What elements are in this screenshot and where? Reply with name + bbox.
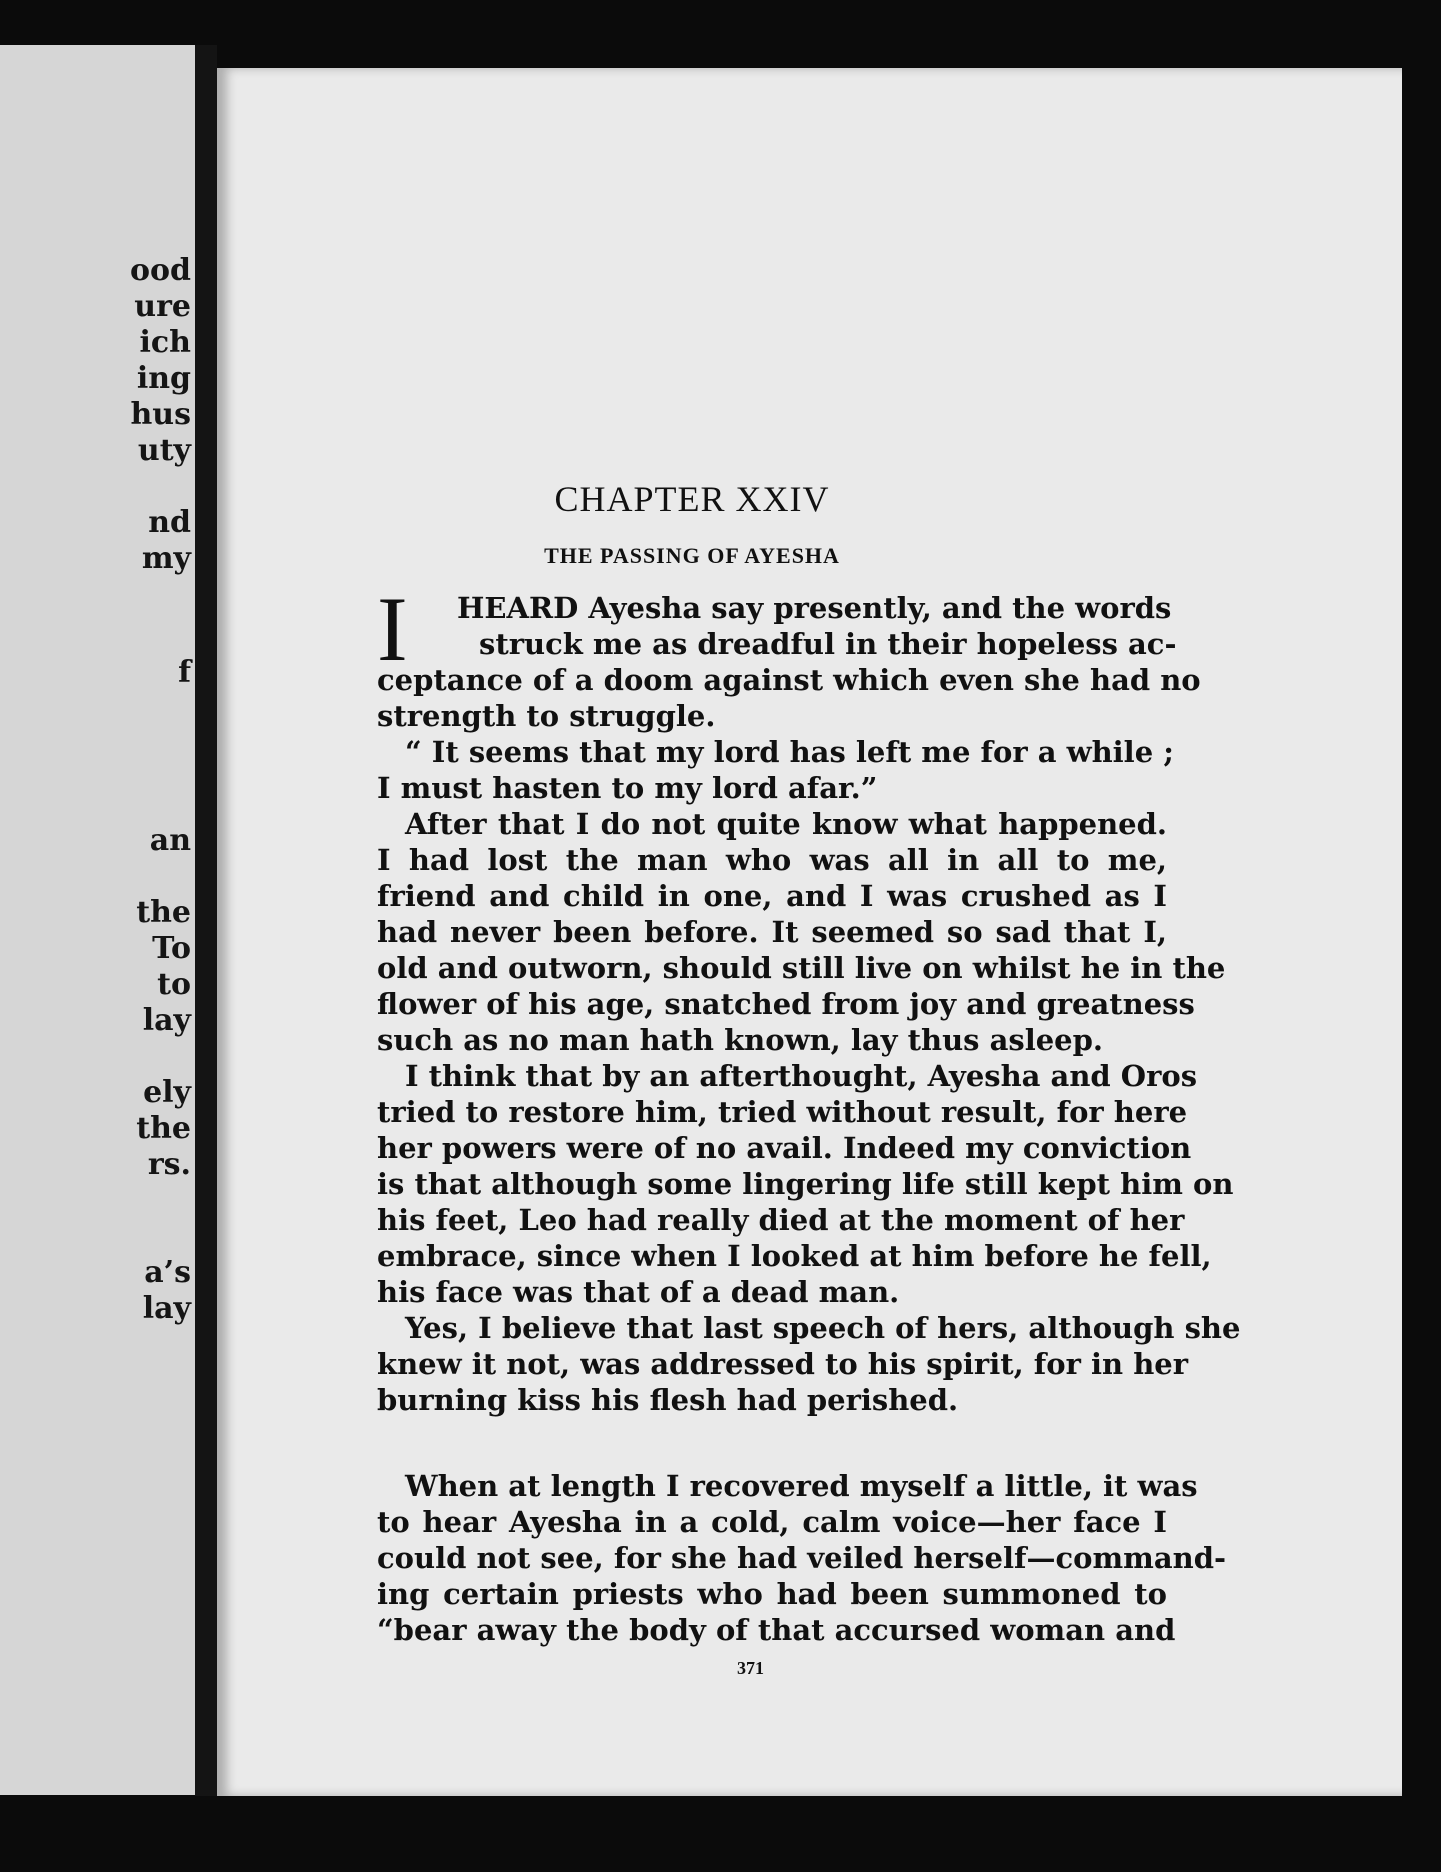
text-line: “bear away the body of that accursed woman and xyxy=(377,1613,1176,1647)
left-page-line: ure xyxy=(134,289,191,324)
text-line: “ It seems that my lord has left me for a while ; xyxy=(405,735,1174,769)
left-page-line: nd xyxy=(148,505,191,540)
text-line: tried to restore him, tried without result, for here xyxy=(377,1095,1188,1129)
scan-border xyxy=(0,1796,1441,1872)
text-line: such as no man hath known, lay thus asleep. xyxy=(377,1023,1104,1057)
text-line: I must hasten to my lord afar.” xyxy=(377,771,878,805)
book-gutter xyxy=(195,45,217,1825)
right-page xyxy=(217,68,1402,1796)
left-page-line: an xyxy=(149,823,191,858)
text-line: When at length I recovered myself a little, it was xyxy=(405,1469,1198,1503)
text-line: I think that by an afterthought, Ayesha and Oros xyxy=(405,1059,1198,1093)
left-page-line: the xyxy=(136,895,191,930)
text-line: burning kiss his flesh had perished. xyxy=(377,1383,959,1417)
text-line: old and outworn, should still live on whilst he in the xyxy=(377,951,1226,985)
text-line: After that I do not quite know what happened. xyxy=(405,807,1167,841)
text-line: I had lost the man who was all in all to me, xyxy=(377,843,1167,877)
text-line: ceptance of a doom against which even she had no xyxy=(377,663,1201,697)
text-line: his face was that of a dead man. xyxy=(377,1275,900,1309)
text-line: is that although some lingering life still kept him on xyxy=(377,1167,1234,1201)
drop-cap: I xyxy=(377,578,408,680)
chapter-title: CHAPTER XXIV xyxy=(554,479,830,519)
left-page-line: ood xyxy=(130,253,191,288)
left-page-line: ing xyxy=(136,361,191,396)
text-line: could not see, for she had veiled herself—command- xyxy=(377,1541,1227,1575)
left-page-line: f xyxy=(178,655,191,690)
text-line: strength to struggle. xyxy=(377,699,716,733)
left-page-line: ely xyxy=(143,1075,191,1110)
left-page-line: ich xyxy=(139,325,191,360)
text-line: friend and child in one, and I was crushed as I xyxy=(377,879,1167,913)
text-line: embrace, since when I looked at him before he fell, xyxy=(377,1239,1212,1273)
text-line: his feet, Leo had really died at the moment of her xyxy=(377,1203,1185,1237)
text-line: Yes, I believe that last speech of hers, although she xyxy=(405,1311,1241,1345)
left-page-line: rs. xyxy=(147,1147,191,1182)
left-page-line: a’s xyxy=(144,1255,191,1290)
text-line: to hear Ayesha in a cold, calm voice—her face I xyxy=(377,1505,1167,1539)
text-line: had never been before. It seemed so sad that I, xyxy=(377,915,1167,949)
left-page-line: to xyxy=(157,967,191,1002)
page-number: 371 xyxy=(737,1658,764,1678)
left-page xyxy=(0,45,203,1795)
left-page-line: the xyxy=(136,1111,191,1146)
text-line: flower of his age, snatched from joy and greatness xyxy=(377,987,1195,1021)
left-page-line: lay xyxy=(142,1291,191,1326)
left-page-line: To xyxy=(152,931,191,966)
text-line: ing certain priests who had been summoned to xyxy=(377,1577,1167,1611)
chapter-subtitle: THE PASSING OF AYESHA xyxy=(544,543,840,568)
left-page-line: my xyxy=(141,541,191,576)
left-page-line: lay xyxy=(142,1003,191,1038)
left-page-line: uty xyxy=(137,433,191,468)
text-line: her powers were of no avail. Indeed my conviction xyxy=(377,1131,1192,1165)
text-line: HEARD Ayesha say presently, and the words xyxy=(457,591,1172,625)
left-page-line: hus xyxy=(130,397,191,432)
text-line: struck me as dreadful in their hopeless ac- xyxy=(479,627,1177,661)
text-line: knew it not, was addressed to his spirit, for in her xyxy=(377,1347,1189,1381)
